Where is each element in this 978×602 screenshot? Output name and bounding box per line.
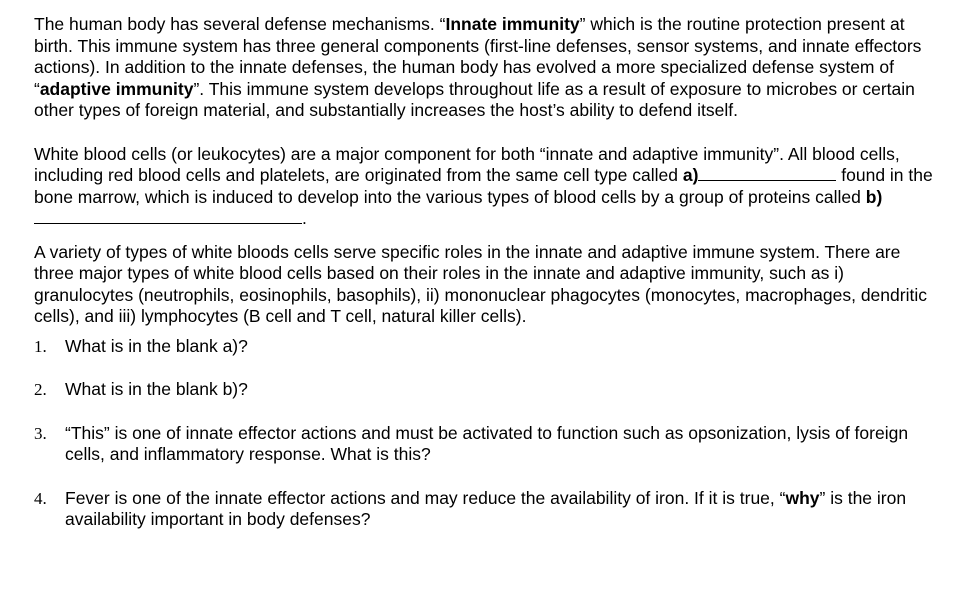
blank-b-label: b) (865, 186, 883, 207)
text-span: . (302, 208, 307, 228)
question-number: 3. (34, 423, 47, 443)
text-span: ”. This immune system develops throughout life as a result of exposure to microbes or certain other types of foreign material, and substantially increases the host’s ability to defend itself. (34, 78, 915, 120)
paragraph-white-blood-cells (34, 144, 944, 230)
text-span: Fever is one of the innate effector actions and may reduce the availability of iron. If it is true, “ (65, 487, 786, 508)
question-number: 2. (34, 380, 47, 399)
document-page (34, 14, 944, 531)
question-text (65, 488, 944, 531)
blank-b-line (34, 209, 302, 224)
blank-a-label: a) (682, 165, 699, 185)
bold-term-innate-immunity: Innate immunity (445, 14, 580, 34)
question-item-4 (34, 488, 944, 531)
text-span: ” which is the routine protection present at birth. This immune system has three general components (first-line defenses, sensor systems, and innate effectors actions). In addition to the innate defenses, the human body has evolved a more specialized defense system of “ (34, 14, 922, 99)
paragraph-types-of-white-blood-cells: A variety of types of white bloods cells serve specific roles in the innate and adaptive immune system. There are three major types of white blood cells based on their roles in the innate and adaptive immunity, such as i) granulocytes (neutrophils, eosinophils, basophils), ii) mononuclear phagocytes (monocytes, macrophages, dendritic cells), and iii) lymphocytes (B cell and T cell, natural killer cells). (34, 241, 927, 326)
question-number: 4. (34, 488, 47, 508)
question-text: “This” is one of innate effector actions and must be activated to function such as opsonization, lysis of foreign cells, and inflammatory response. What is this? (65, 422, 909, 464)
text-span: The human body has several defense mechanisms. “ (34, 14, 446, 34)
question-item-1 (34, 336, 944, 358)
question-number: 1. (34, 336, 47, 356)
question-item-2 (34, 379, 944, 401)
bold-term-why: why (785, 487, 820, 508)
question-text: What is in the blank a)? (65, 335, 248, 356)
text-span: White blood cells (or leukocytes) are a major component for both “innate and adaptive immunity”. All blood cells, including red blood cells and platelets, are originated from the same cell type called (34, 143, 900, 185)
bold-term-adaptive-immunity: adaptive immunity (39, 78, 194, 99)
question-item-3 (34, 423, 944, 466)
paragraph-innate-adaptive-immunity (34, 14, 944, 122)
blank-a-line (698, 166, 836, 181)
text-span: ” is the iron availability important in body defenses? (65, 487, 907, 529)
question-text: What is in the blank b)? (65, 379, 248, 399)
text-span: found in the bone marrow, which is induced to develop into the various types of blood cells by a group of proteins called (34, 165, 933, 207)
question-list (34, 336, 944, 531)
